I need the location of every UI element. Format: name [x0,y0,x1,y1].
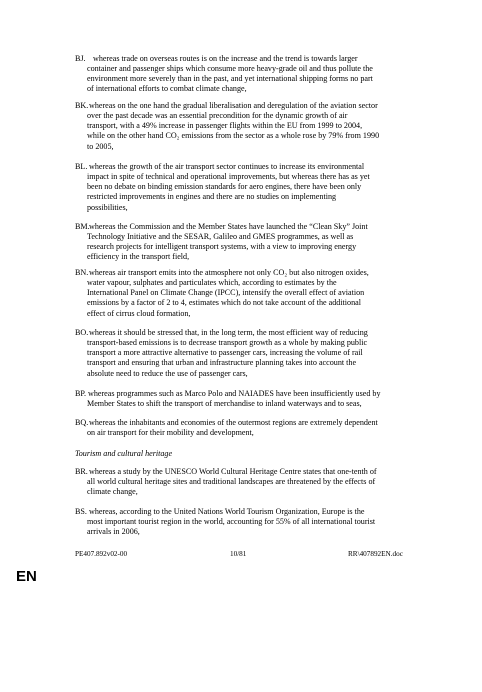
clause-bl [75,162,415,213]
clause-bm [75,222,415,263]
clause-line: on air transport for their mobility and development, [87,428,254,438]
clause-line: been no debate on binding emission standards for aero engines, there have been only [87,182,362,192]
clause-line: arrivals in 2006, [87,527,140,537]
clause-number: BS. [75,507,87,516]
clause-line: transport and ensuring that urban and infrastructure planning takes into account the [87,358,357,368]
clause-line: transport a more attractive alternative to passenger cars, increasing the volume of rail [87,348,363,358]
clause-line: transport, with a 49% increase in passenger flights within the EU from 1999 to 2004, [87,121,363,131]
clause-line: environment more severely than in the past, and yet international shipping forms no part [87,74,373,84]
clause-line: possibilities, [87,202,128,212]
clause-line: water vapour, sulphates and particulates which, according to estimates by the [87,278,337,288]
clause-bp [75,389,415,409]
clause-line: effect of cirrus cloud formation, [87,308,191,318]
footer-page-number: 10/81 [230,550,247,558]
clause-number: BL. [75,162,88,171]
clause-line: impact in spite of technical and operational improvements, but whereas there has as yet [87,172,370,182]
clause-number: BJ. [75,54,86,63]
clause-bj [75,54,415,95]
clause-bs [75,507,415,537]
clause-line: whereas air transport emits into the atmosphere not only CO₂ but also nitrogen oxides, [89,268,369,277]
clause-line: efficiency in the transport field, [87,252,190,262]
clause-line: whereas trade on overseas routes is on the increase and the trend is towards larger [93,54,358,63]
clause-number: BN. [75,268,89,277]
clause-line: of international efforts to combat climate change, [87,84,247,94]
clause-line: all world cultural heritage sites and traditional landscapes are threatened by the effects of [87,477,376,487]
clause-number: BQ. [75,418,89,427]
clause-line: absolute need to reduce the use of passenger cars, [87,368,248,378]
clause-line: International Panel on Climate Change (IPCC), intensify the overall effect of aviation [87,288,365,298]
clause-line: Member States to shift the transport of merchandise to inland waterways and to seas, [87,399,362,409]
clause-br [75,467,415,497]
language-code: EN [16,568,37,585]
clause-line: whereas on the one hand the gradual liberalisation and deregulation of the aviation sector [89,101,378,110]
clause-bq [75,418,415,438]
clause-number: BK. [75,101,89,110]
clause-bk [75,101,415,152]
clause-number: BO. [75,328,89,337]
clause-line: restricted improvements in engines and there are no studies on implementing [87,192,337,202]
clause-line: transport-based emissions is to decrease transport growth as a whole by making public [87,338,368,348]
clause-line: to 2005, [87,141,114,151]
clause-line: emissions by a factor of 2 to 4, estimates which do not take account of the additional [87,298,361,308]
clause-line: whereas it should be stressed that, in the long term, the most efficient way of reducing [89,328,368,337]
clause-line: whereas programmes such as Marco Polo and NAIADES have been insufficiently used by [88,389,381,398]
clause-line: while on the other hand CO₂ emissions from the sector as a whole rose by 79% from 1990 [87,131,380,141]
clause-line: container and passenger ships which consume more heavy-grade oil and thus pollute the [87,64,373,74]
clause-bn [75,268,415,319]
footer-document-reference: PE407.892v02-00 [75,550,128,558]
clause-line: whereas the Commission and the Member States have launched the “Clean Sky” Joint [89,222,368,231]
clause-line: climate change, [87,487,138,497]
clause-line: whereas, according to the United Nations World Tourism Organization, Europe is the [89,507,365,516]
clause-line: research projects for intelligent transport systems, with a view to improving energy [87,242,357,252]
clause-number: BR. [75,467,88,476]
clause-bo [75,328,415,379]
footer-file-name: RR\407892EN.doc [348,550,403,558]
clause-number: BM. [75,222,90,231]
clause-line: whereas the growth of the air transport sector continues to increase its environmental [89,162,365,171]
clause-line: whereas a study by the UNESCO World Cultural Heritage Centre states that one-tenth of [89,467,377,476]
clause-line: Technology Initiative and the SESAR, Galileo and GMES programmes, as well as [87,232,354,242]
clause-line: most important tourist region in the world, accounting for 55% of all international tourist [87,517,376,527]
clause-line: whereas the inhabitants and economies of the outermost regions are extremely dependent [89,418,378,427]
clause-line: over the past decade was an essential precondition for the dynamic growth of air [87,111,348,121]
clause-number: BP. [75,389,87,398]
section-heading: Tourism and cultural heritage [75,449,173,458]
